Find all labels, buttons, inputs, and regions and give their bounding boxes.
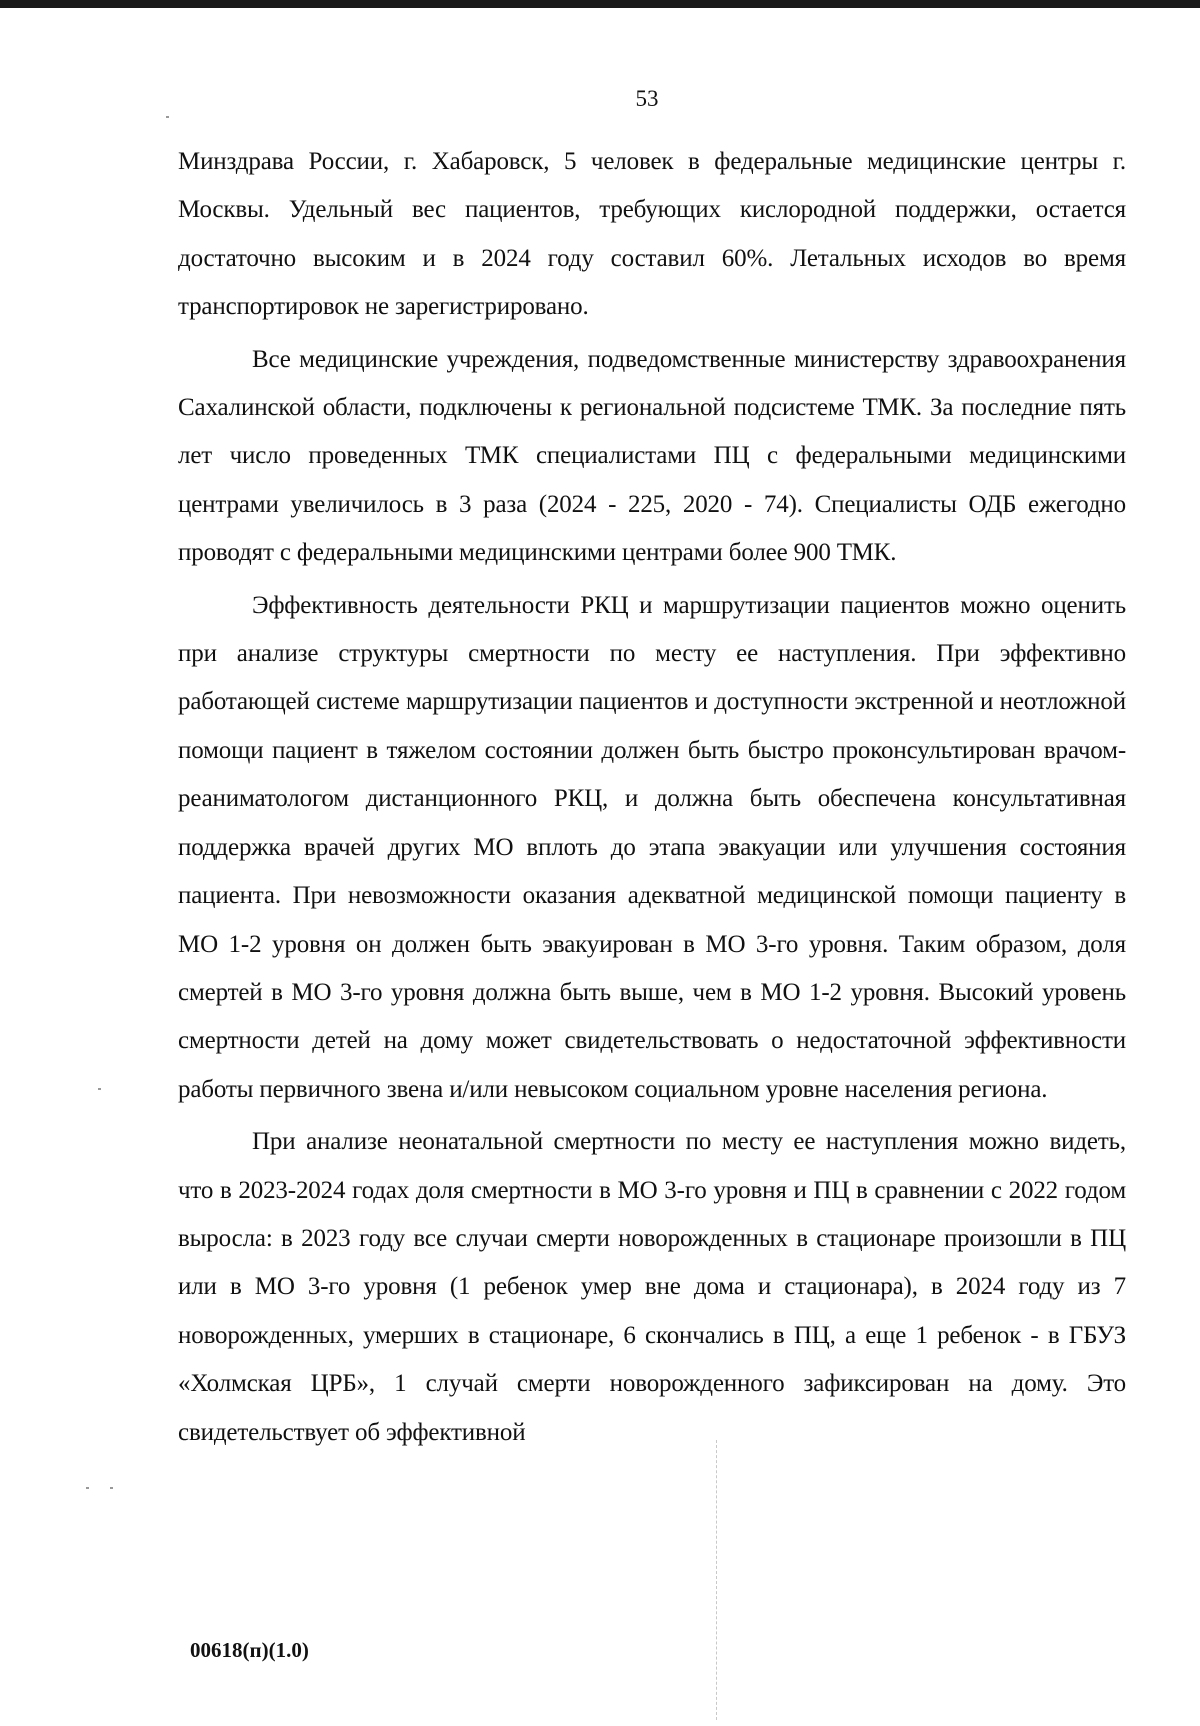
paragraph-4: При анализе неонатальной смертности по месту ее наступления можно видеть, что в 2023-2024 годах доля смертности в МО 3-го уровня и ПЦ в сравнении с 2022 годом выросла: в 2023 году все случаи смерти новорожденных в стационаре произошли в ПЦ или в МО 3-го уровня (1 ребенок умер вне дома и стационара), в 2024 году из 7 новорожденных, умерших в стационаре, 6 скончались в ПЦ, а еще 1 ребенок - в ГБУЗ «Холмская ЦРБ», 1 случай смерти новорожденного зафиксирован на дому. Это свидетельствует об эффективной <box>178 1128 1126 1446</box>
scan-artifact-line <box>716 1440 717 1720</box>
scan-artifact-dot <box>86 1487 89 1489</box>
scan-artifact-dot <box>166 116 169 118</box>
paragraph-2: Все медицинские учреждения, подведомственные министерству здравоохранения Сахалинской области, подключены к региональной подсистеме ТМК. За последние пять лет число проведенных ТМК специалистами ПЦ с федеральными медицинскими центрами увеличилось в 3 раза (2024 - 225, 2020 - 74). Специалисты ОДБ ежегодно проводят с федеральными медицинскими центрами более 900 ТМК. <box>178 345 1126 567</box>
document-footer-code: 00618(п)(1.0) <box>190 1638 309 1662</box>
page-number: 53 <box>635 86 659 111</box>
scan-artifact-dot <box>110 1487 113 1489</box>
body-text <box>178 138 1126 1457</box>
paragraph-1: Минздрава России, г. Хабаровск, 5 человек в федеральные медицинские центры г. Москвы. Удельный вес пациентов, требующих кислородной поддержки, остается достаточно высоким и в 2024 году составил 60%. Летальных исходов во время транспортировок не зарегистрировано. <box>178 148 1126 321</box>
scan-artifact-dot <box>98 1088 101 1090</box>
paragraph-3: Эффективность деятельности РКЦ и маршрутизации пациентов можно оценить при анализе структуры смертности по месту ее наступления. При эффективно работающей системе маршрутизации пациентов и доступности экстренной и неотложной помощи пациент в тяжелом состоянии должен быть быстро проконсультирован врачом-реаниматологом дистанционного РКЦ, и должна быть обеспечена консультативная поддержка врачей других МО вплоть до этапа эвакуации или улучшения состояния пациента. При невозможности оказания адекватной медицинской помощи пациенту в МО 1-2 уровня он должен быть эвакуирован в МО 3-го уровня. Таким образом, доля смертей в МО 3-го уровня должна быть выше, чем в МО 1-2 уровня. Высокий уровень смертности детей на дому может свидетельствовать о недостаточной эффективности работы первичного звена и/или невысоком социальном уровне населения региона. <box>178 591 1126 1103</box>
